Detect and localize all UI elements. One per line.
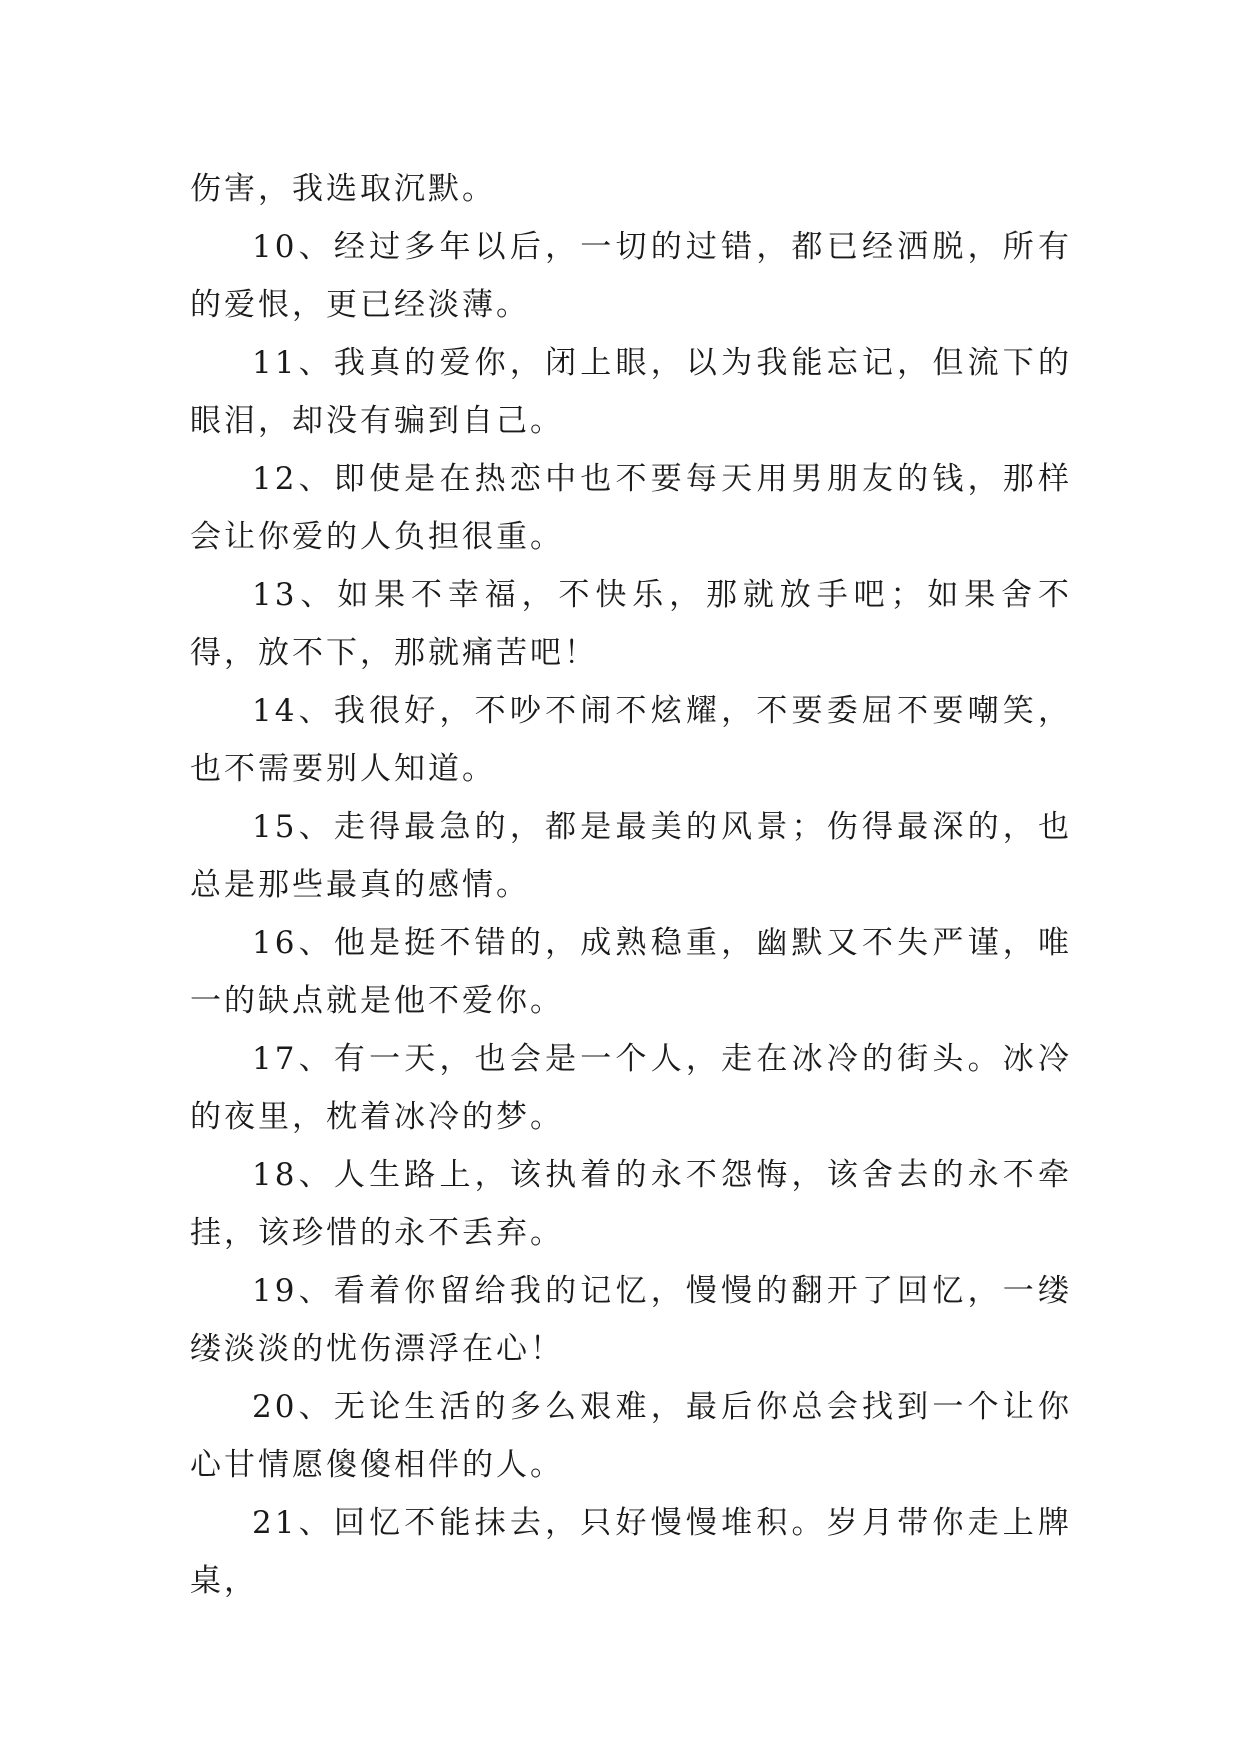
paragraph-13: 13、如果不幸福，不快乐，那就放手吧；如果舍不得，放不下，那就痛苦吧！ bbox=[190, 577, 1072, 671]
paragraph-21: 21、回忆不能抹去，只好慢慢堆积。岁月带你走上牌桌， bbox=[190, 1505, 1072, 1599]
paragraph-10: 10、经过多年以后，一切的过错，都已经洒脱，所有的爱恨，更已经淡薄。 bbox=[190, 229, 1072, 323]
paragraph-20: 20、无论生活的多么艰难，最后你总会找到一个让你心甘情愿傻傻相伴的人。 bbox=[190, 1389, 1072, 1483]
paragraph-11: 11、我真的爱你，闭上眼，以为我能忘记，但流下的眼泪，却没有骗到自己。 bbox=[190, 345, 1072, 439]
paragraph-19: 19、看着你留给我的记忆，慢慢的翻开了回忆，一缕缕淡淡的忧伤漂浮在心！ bbox=[190, 1273, 1072, 1367]
paragraph-18: 18、人生路上，该执着的永不怨悔，该舍去的永不牵挂，该珍惜的永不丢弃。 bbox=[190, 1157, 1072, 1251]
paragraph-12: 12、即使是在热恋中也不要每天用男朋友的钱，那样会让你爱的人负担很重。 bbox=[190, 461, 1072, 555]
paragraph-17: 17、有一天，也会是一个人，走在冰冷的街头。冰冷的夜里，枕着冰冷的梦。 bbox=[190, 1041, 1072, 1135]
paragraph-16: 16、他是挺不错的，成熟稳重，幽默又不失严谨，唯一的缺点就是他不爱你。 bbox=[190, 925, 1072, 1019]
document-body bbox=[190, 160, 1072, 1610]
paragraph-14: 14、我很好，不吵不闹不炫耀，不要委屈不要嘲笑，也不需要别人知道。 bbox=[190, 693, 1072, 787]
paragraph-continuation: 伤害，我选取沉默。 bbox=[190, 171, 496, 207]
paragraph-15: 15、走得最急的，都是最美的风景；伤得最深的，也总是那些最真的感情。 bbox=[190, 809, 1072, 903]
